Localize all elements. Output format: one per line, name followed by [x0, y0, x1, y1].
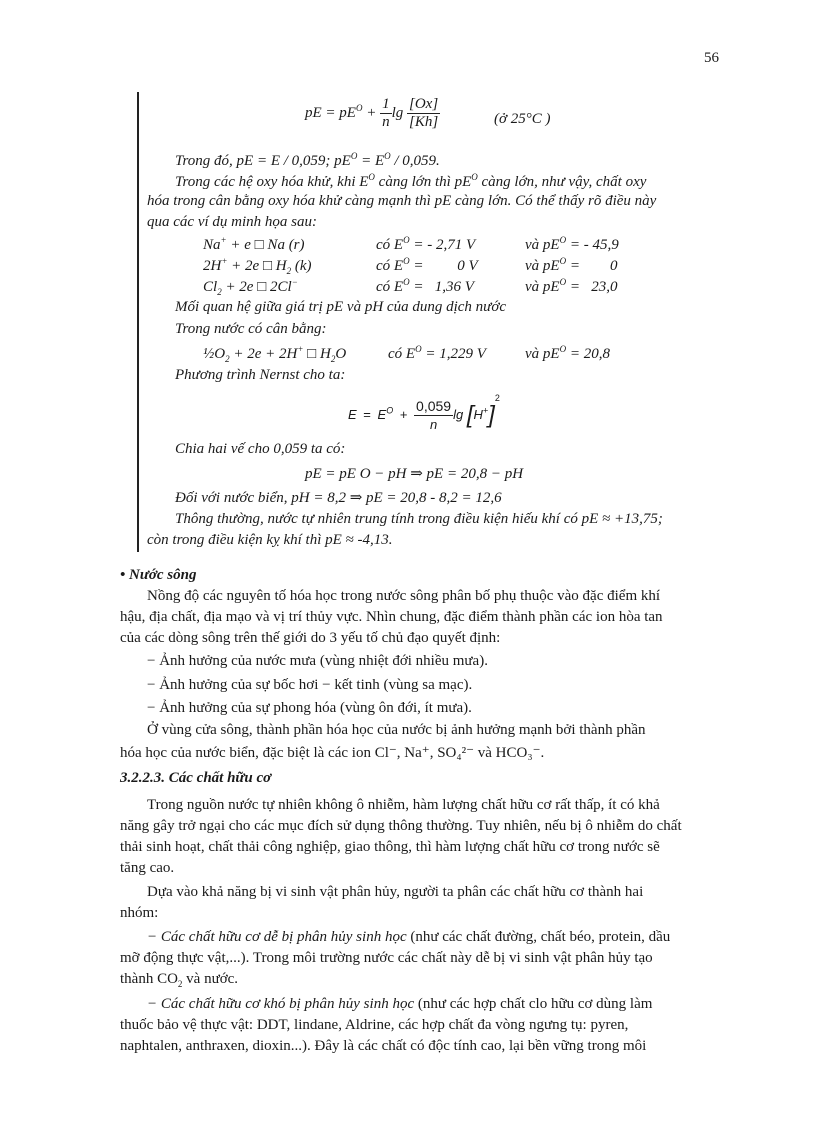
song-p1-line1: Nồng độ các nguyên tố hóa học trong nước sông phân bố phụ thuộc vào đặc điểm khí	[147, 588, 661, 604]
song-item-1: − Ảnh hưởng của nước mưa (vùng nhiệt đới nhiều mưa).	[147, 653, 488, 669]
hc-p4-line1: − Các chất hữu cơ khó bị phân hủy sinh học (như các hợp chất clo hữu cơ dùng làm	[147, 996, 653, 1012]
hc-p3-line1: − Các chất hữu cơ dễ bị phân hủy sinh học (như các chất đường, chất béo, protein, dầu	[147, 929, 671, 945]
nernst-fraction	[414, 398, 453, 433]
hc-p4-line2: thuốc bảo vệ thực vật: DDT, lindane, Aldrine, các hợp chất đa vòng ngưng tụ: pyren,	[120, 1017, 629, 1033]
thong-thuong-line1: Thông thường, nước tự nhiên trung tính trong điều kiện hiếu khí có pE ≈ +13,75;	[175, 511, 663, 527]
reaction-1-rhs: và $pE^O$ = - 45,9	[525, 235, 619, 253]
hc-p3-line2: mỡ động thực vật,...). Trong môi trường nước các chất này dễ bị vi sinh vật phân hủy tạo	[120, 950, 653, 966]
nernst-sup0: O	[386, 405, 394, 416]
nernst-lg: lg	[453, 407, 464, 422]
reaction-3-mid: có $E^O = 1,36$ V	[376, 277, 474, 295]
pe-equation	[305, 96, 440, 131]
oxy-para-line2: hóa trong cân bằng oxy hóa khử càng mạnh thì pE càng lớn. Có thể thấy rõ điều này	[147, 193, 657, 209]
eq-plus: +	[362, 104, 381, 121]
trong-do-line: Trong đó, pE = E / 0,059; $pE^O = E^O / 0,059$.	[175, 151, 440, 169]
nernst-den: n	[429, 417, 438, 433]
nernst-plus: +	[399, 407, 408, 422]
eq-ox: [Ox]	[409, 96, 439, 112]
nernst-e: E	[348, 407, 357, 422]
reaction-1-lhs: Na+ + e □ Na (r)	[203, 235, 305, 253]
eq-den-n: n	[382, 114, 390, 130]
nernst-num: 0,059	[416, 398, 452, 415]
song-p2-line1: Ở vùng cửa sông, thành phần hóa học của nước bị ảnh hưởng mạnh bởi thành phần	[147, 722, 646, 738]
side-bar	[137, 92, 139, 552]
song-p1-line3: của các dòng sông trên thế giới do 3 yếu tố chủ đạo quyết định:	[120, 630, 501, 646]
reaction-1-mid: có $E^O$ = - 2,71 V	[376, 235, 476, 253]
page-number: 56	[704, 50, 719, 66]
nernst-h: H	[473, 407, 483, 422]
nuoc-bien-line: Đối với nước biển, pH = 8,2 ⇒ pE = 20,8 - 8,2 = 12,6	[175, 490, 502, 506]
hc-p1-line2: năng gây trở ngại cho các mục đích sử dụng thông thường. Tuy nhiên, nếu bị ô nhiễm do chất	[120, 818, 682, 834]
nernst-intro: Phương trình Nernst cho ta:	[175, 367, 346, 383]
song-item-3: − Ảnh hưởng của sự phong hóa (vùng ôn đới, ít mưa).	[147, 700, 472, 716]
reaction-2-lhs: 2H+ + 2e □ $H_2$ (k)	[203, 256, 312, 276]
eq-kh: [Kh]	[408, 114, 439, 130]
song-item-2: − Ảnh hưởng của sự bốc hơi − kết tinh (vùng sa mạc).	[147, 677, 473, 693]
reaction-4-lhs: $\frac{1}{2}O_2 + 2e + 2H^+$ □ $H_2O$	[203, 344, 347, 364]
bracket-right: ]	[488, 401, 495, 429]
eq-fraction-1n	[380, 96, 392, 131]
eq-num-1: 1	[382, 96, 390, 112]
hc-p1-line1: Trong nguồn nước tự nhiên không ô nhiễm, hàm lượng chất hữu cơ rất thấp, ít có khả	[147, 797, 660, 813]
nernst-equation	[348, 393, 500, 433]
eq-lhs: pE = pE	[305, 104, 356, 121]
nuoc-song-heading: • Nước sông	[120, 567, 197, 583]
hc-p2-line1: Dựa vào khả năng bị vi sinh vật phân hủy, người ta phân các chất hữu cơ thành hai	[147, 884, 644, 900]
hc-p4-line3: naphtalen, anthraxen, dioxin...). Đây là các chất có độc tính cao, lại bền vững trong môi	[120, 1038, 647, 1054]
bracket-left: [	[466, 401, 474, 429]
hc-p3-line3: thành $CO_2$ và nước.	[120, 971, 239, 989]
hc-p1-line4: tăng cao.	[120, 860, 175, 876]
hc-p1-line3: thải sinh hoạt, chất thải công nghiệp, giao thông, thì hàm lượng chất hữu cơ trong nước sẽ	[120, 839, 660, 855]
nernst-e0: E	[377, 407, 387, 422]
moi-quan-he: Mối quan hệ giữa giá trị pE và pH của dung dịch nước	[175, 299, 506, 315]
eq-fraction-ox-kh	[407, 96, 440, 131]
nernst-hplus: +	[482, 405, 489, 416]
oxy-para-line3: qua các ví dụ minh họa sau:	[147, 214, 317, 230]
eq-lg: lg	[391, 104, 404, 121]
reaction-4-mid: có $E^O = 1,229$ V	[388, 344, 486, 362]
section-title: 3.2.2.3. Các chất hữu cơ	[120, 770, 272, 786]
nernst-square: 2	[494, 393, 500, 403]
reaction-3-lhs: $Cl_2 + 2e$ □ 2Cl−	[203, 277, 298, 297]
hc-p2-line2: nhóm:	[120, 905, 159, 921]
oxy-para-line1: Trong các hệ oxy hóa khử, khi $E^O$ càng lớn thì $pE^O$ càng lớn, như vậy, chất oxy	[175, 172, 647, 190]
eq-note: (ở 25°C )	[494, 111, 551, 127]
reaction-3-rhs: và $pE^O = 23,0$	[525, 277, 618, 295]
song-p2-line2: hóa học của nước biển, đặc biệt là các ion Cl⁻, Na⁺, SO₄²⁻ và HCO₃⁻.	[120, 745, 545, 761]
chia-hai-ve: Chia hai vế cho 0,059 ta có:	[175, 441, 346, 457]
reaction-2-mid: có $E^O$ = 0 V	[376, 256, 478, 274]
thong-thuong-line2: còn trong điều kiện kỵ khí thì pE ≈ -4,13.	[147, 532, 393, 548]
eq-sup-o: O	[355, 102, 363, 113]
reaction-4-rhs: và $pE^O = 20,8$	[525, 344, 610, 362]
song-p1-line2: hậu, địa chất, địa mạo và vị trí thủy vực. Nhìn chung, đặc điểm thành phần các ion hòa tan	[120, 609, 663, 625]
pe-ph-equation: pE = pE O − pH ⇒ pE = 20,8 − pH	[305, 466, 524, 482]
reaction-2-rhs: và $pE^O$ = 0	[525, 256, 618, 274]
nernst-eq: =	[363, 407, 371, 422]
trong-nuoc: Trong nước có cân bằng:	[175, 321, 327, 337]
